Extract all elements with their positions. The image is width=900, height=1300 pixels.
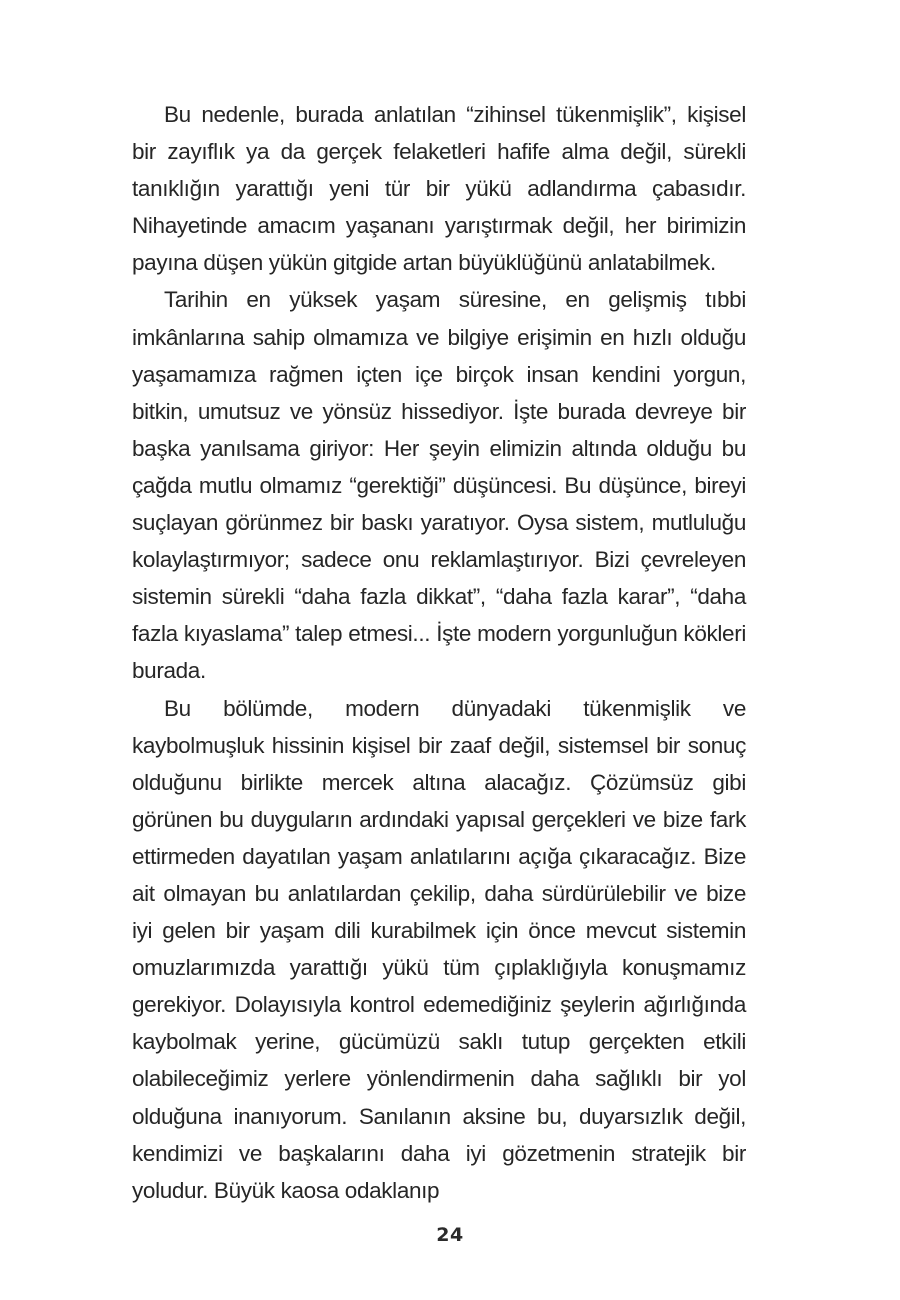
paragraph-3: Bu bölümde, modern dünyadaki tükenmişlik ve kaybolmuşluk hissinin kişisel bir zaaf değil, sistemsel bir sonuç olduğunu birlikte mercek altına alacağız. Çözümsüz gibi görünen bu duyguların ardındaki yapısal gerçekleri ve bize fark ettirmeden dayatılan yaşam anlatılarını açığa çıkaracağız. Bize ait olmayan bu anlatılardan çekilip, daha sürdürülebilir ve bize iyi gelen bir yaşam dili kurabilmek için önce mevcut sistemin omuzlarımızda yarattığı yükü tüm çıplaklığıyla konuşmamız gerekiyor. Dolayısıyla kontrol edemediğiniz şeylerin ağırlığında kaybolmak yerine, gücümüzü saklı tutup gerçekten etkili olabileceğimiz yerlere yönlendirmenin daha sağlıklı bir yol olduğuna inanıyorum. Sanılanın aksine bu, duyarsızlık değil, kendimizi ve başkalarını daha iyi gözetmenin stratejik bir yoludur. Büyük kaosa odaklanıp <box>132 695 746 1203</box>
body-text <box>132 96 746 1209</box>
page-number: 24 <box>436 1224 464 1246</box>
paragraph-1: Bu nedenle, burada anlatılan “zihinsel tükenmişlik”, kişisel bir zayıflık ya da gerçek felaketleri hafife alma değil, sürekli tanıklığın yarattığı yeni tür bir yükü adlandırma çabasıdır. Nihayetinde amacım yaşananı yarıştırmak değil, her birimizin payına düşen yükün gitgide artan büyüklüğünü anlatabilmek. <box>132 102 746 276</box>
paragraph-2: Tarihin en yüksek yaşam süresine, en gelişmiş tıbbi imkânlarına sahip olmamıza ve bilgiye erişimin en hızlı olduğu yaşamamıza rağmen içten içe birçok insan kendini yorgun, bitkin, umutsuz ve yönsüz hissediyor. İşte burada devreye bir başka yanılsama giriyor: Her şeyin elimizin altında olduğu bu çağda mutlu olmamız “gerektiği” düşüncesi. Bu düşünce, bireyi suçlayan görünmez bir baskı yaratıyor. Oysa sistem, mutluluğu kolaylaştırmıyor; sadece onu reklamlaştırıyor. Bizi çevreleyen sistemin sürekli “daha fazla dikkat”, “daha fazla karar”, “daha fazla kıyaslama” talep etmesi... İşte modern yorgunluğun kökleri burada. <box>132 287 746 684</box>
